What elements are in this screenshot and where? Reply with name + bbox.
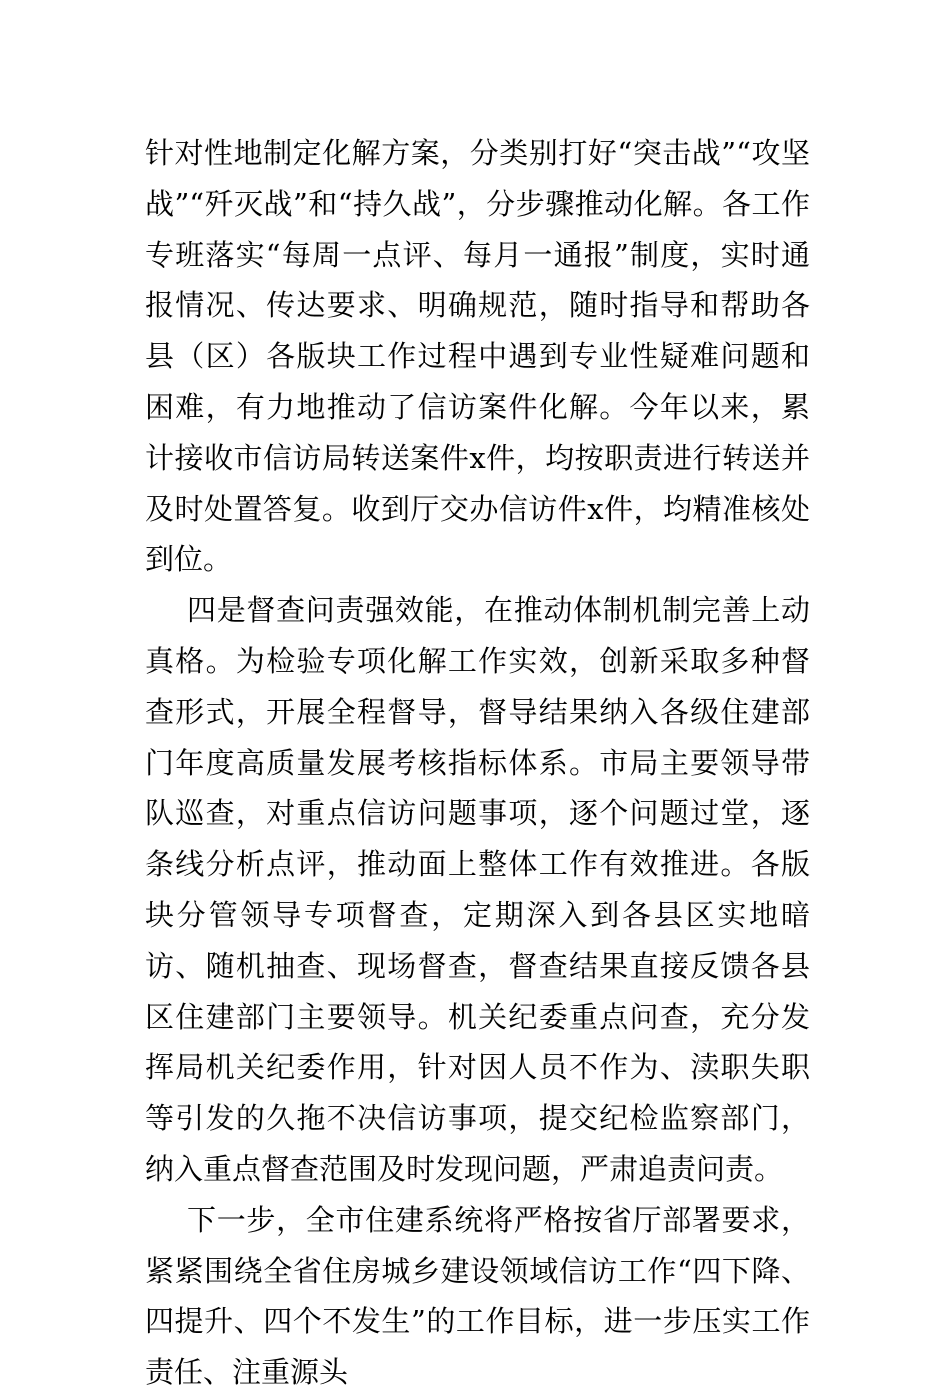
paragraph-supervision-accountability: 四是督查问责强效能，在推动体制机制完善上动真格。为检验专项化解工作实效，创新采取多种督查形式，开展全程督导，督导结果纳入各级住建部门年度高质量发展考核指标体系。市局主要领导带队巡查，对重点信访问题事项，逐个问题过堂，逐条线分析点评，推动面上整体工作有效推进。各版块分管领导专项督查，定期深入到各县区实地暗访、随机抽查、现场督查，督查结果直接反馈各县区住建部门主要领导。机关纪委重点问查，充分发挥局机关纪委作用，针对因人员不作为、渎职失职等引发的久拖不决信访事项，提交纪检监察部门，纳入重点督查范围及时发现问题，严肃追责问责。 [145,593,810,1186]
paragraph-continuation: 针对性地制定化解方案，分类别打好“突击战”“攻坚战”“歼灭战”和“持久战”，分步骤推动化解。各工作专班落实“每周一点评、每月一通报”制度，实时通报情况、传达要求、明确规范，随时指导和帮助各县（区）各版块工作过程中遇到专业性疑难问题和困难，有力地推动了信访案件化解。今年以来，累计接收市信访局转送案件x件，均按职责进行转送并及时处置答复。收到厅交办信访件x件，均精准核处到位。 [145,136,810,577]
paragraph-next-steps: 下一步，全市住建系统将严格按省厅部署要求，紧紧围绕全省住房城乡建设领域信访工作“四下降、四提升、四个不发生”的工作目标，进一步压实工作责任、注重源头 [145,1202,810,1390]
document-body [145,128,810,1398]
